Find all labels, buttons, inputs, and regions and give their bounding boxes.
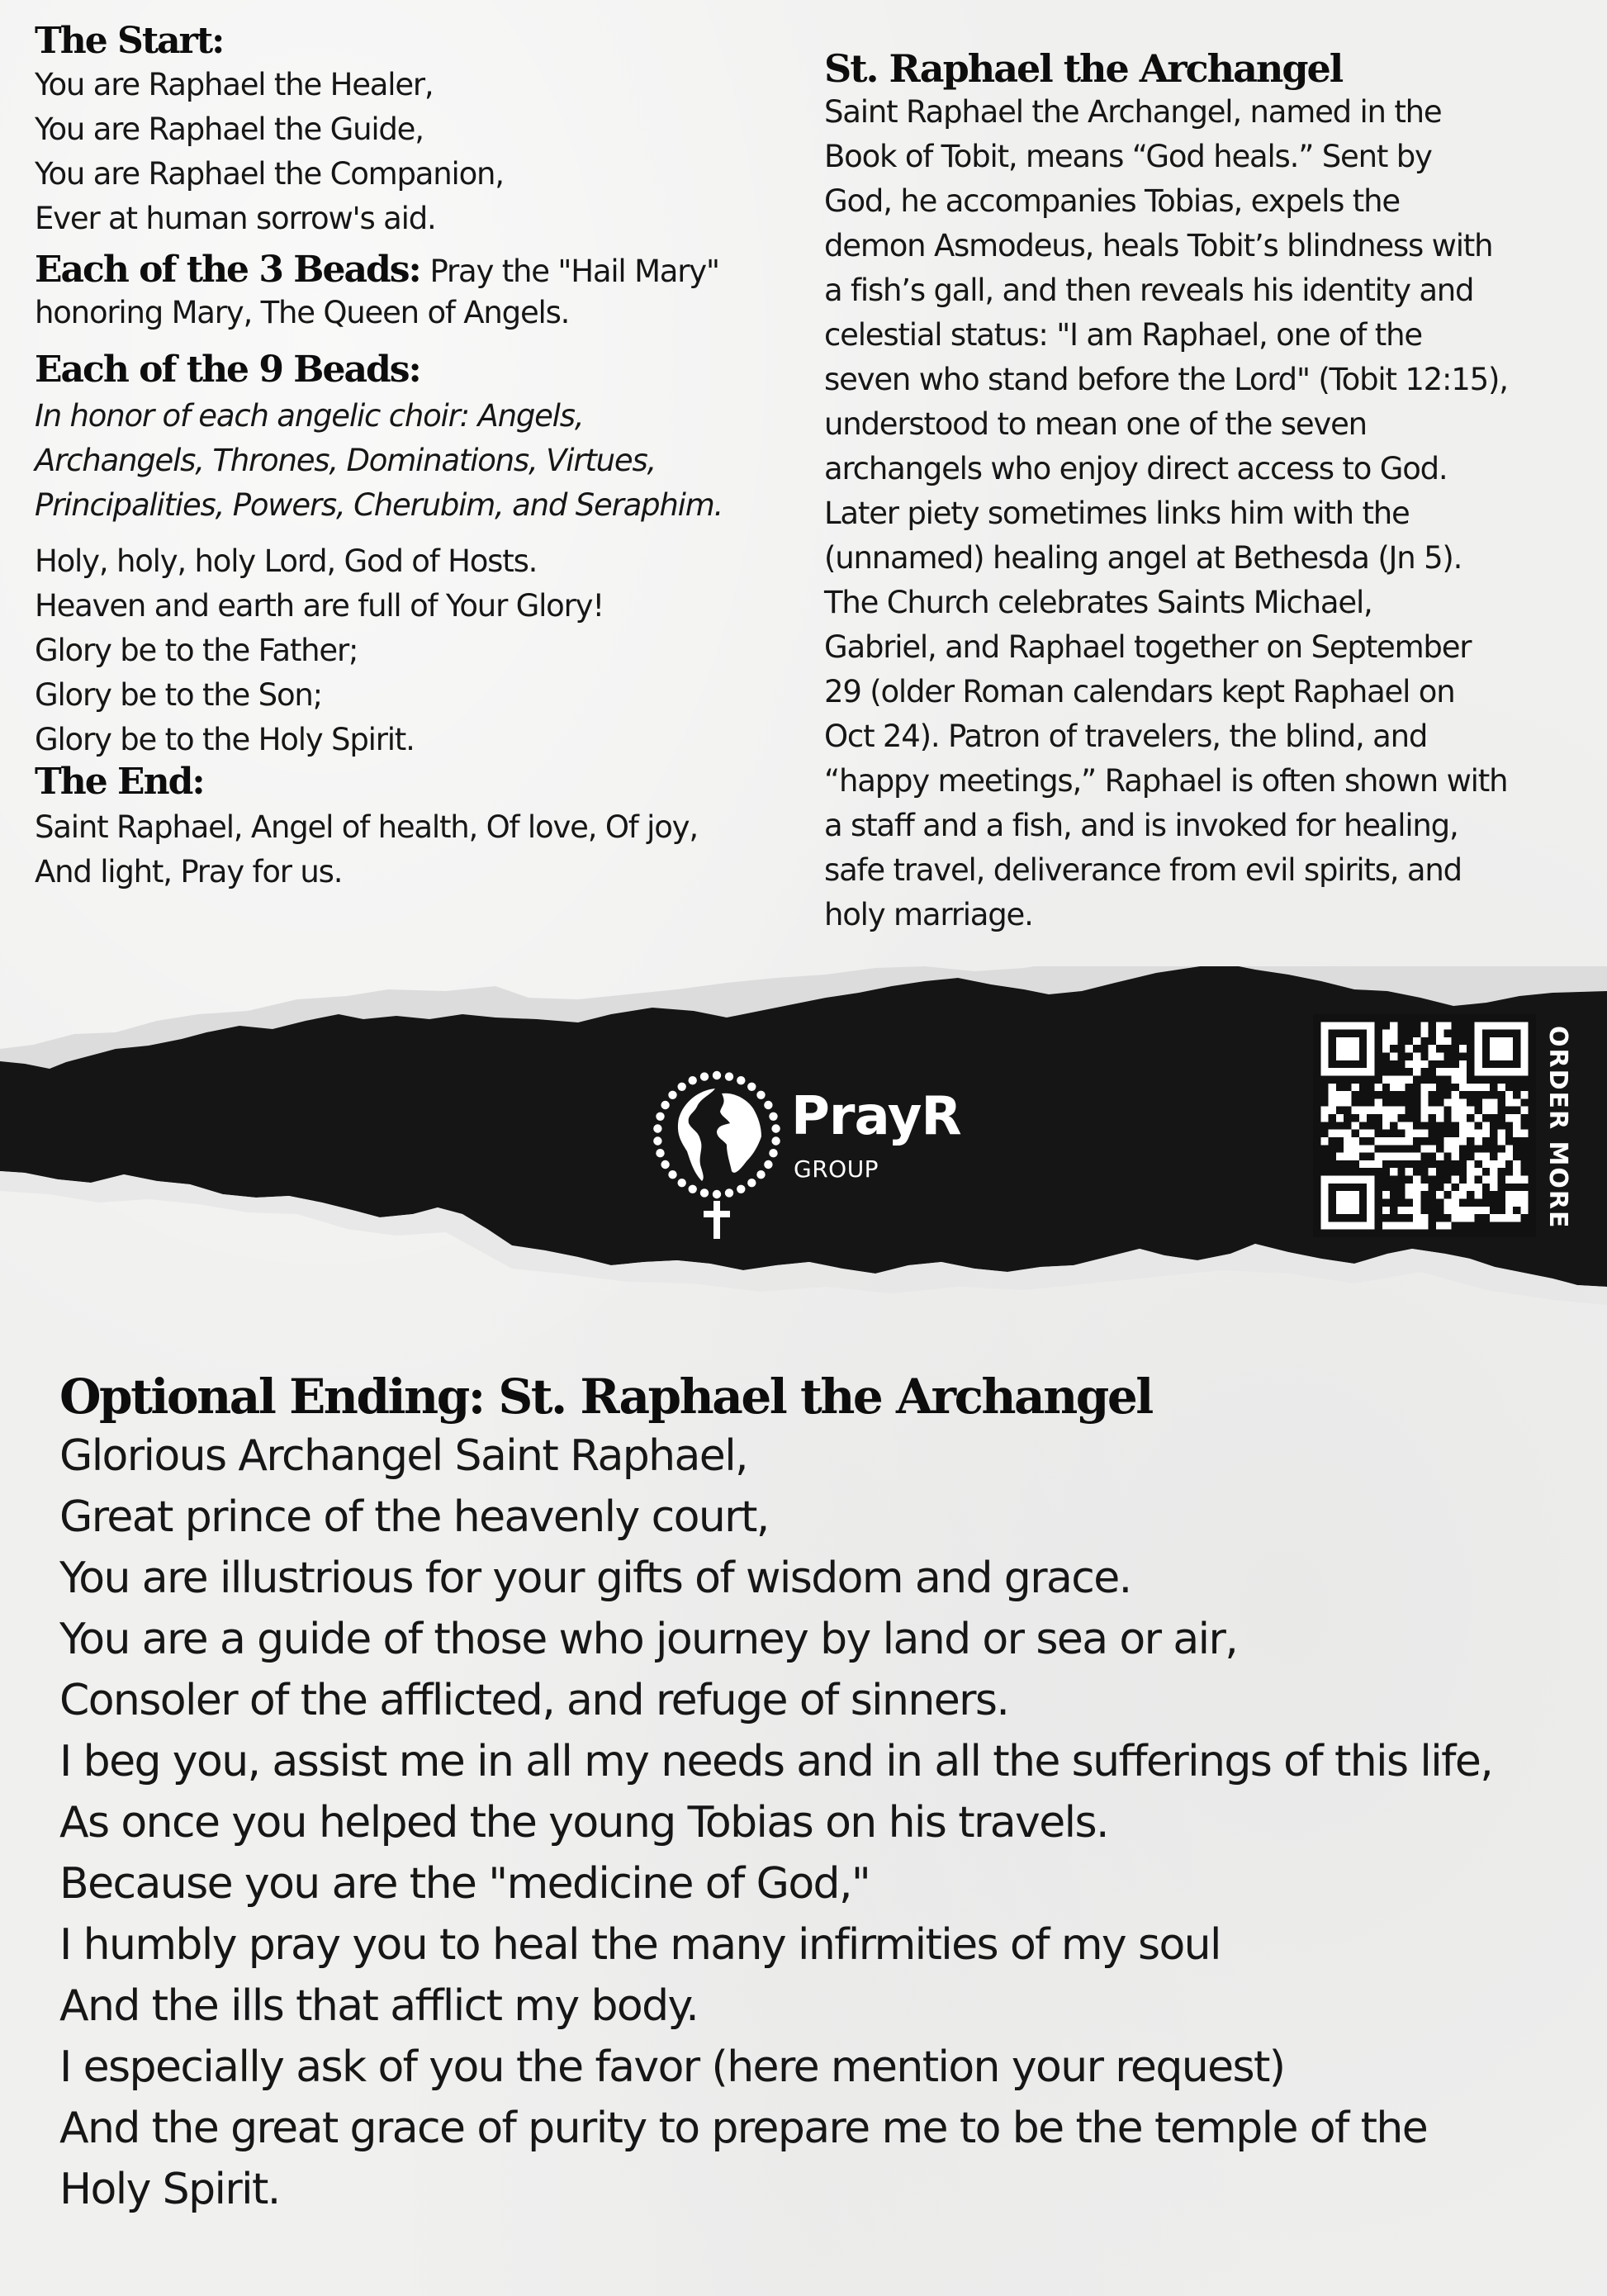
- rosary-bead: [713, 1071, 721, 1079]
- qr-code-icon: [1313, 1014, 1536, 1237]
- bio-line: “happy meetings,” Raphael is often shown with: [824, 762, 1508, 799]
- rosary-bead: [653, 1136, 661, 1145]
- left-column: [35, 21, 794, 894]
- nine-beads-instruction: [35, 394, 794, 528]
- globe-rosary-cross-icon: [651, 1069, 783, 1242]
- rosary-bead: [678, 1179, 686, 1187]
- right-column: [824, 48, 1584, 937]
- instruction-line: Archangels, Thrones, Dominations, Virtues,: [35, 442, 657, 478]
- prayer-line: I beg you, assist me in all my needs and in all the sufferings of this life,: [59, 1736, 1493, 1786]
- rosary-bead: [764, 1101, 772, 1109]
- nine-beads-prayer: [35, 539, 794, 762]
- rosary-bead: [700, 1188, 709, 1197]
- logo-subtitle: GROUP: [794, 1155, 879, 1183]
- bio-line: archangels who enjoy direct access to God.: [824, 450, 1448, 486]
- bio-line: Oct 24). Patron of travelers, the blind, and: [824, 718, 1428, 754]
- prayer-line: Glory be to the Holy Spirit.: [35, 721, 415, 757]
- rosary-bead: [700, 1072, 709, 1080]
- prayer-line: You are a guide of those who journey by land or sea or air,: [59, 1614, 1238, 1664]
- rosary-bead: [653, 1124, 661, 1132]
- bio-line: demon Asmodeus, heals Tobit’s blindness with: [824, 227, 1493, 263]
- bio-line: celestial status: "I am Raphael, one of the: [824, 316, 1422, 353]
- optional-ending-prayer: [59, 1426, 1595, 2220]
- heading-3-beads: Each of the 3 Beads:: [35, 249, 420, 292]
- rosary-bead: [725, 1188, 733, 1197]
- bio-line: understood to mean one of the seven: [824, 406, 1367, 442]
- prayer-line: Great prince of the heavenly court,: [59, 1492, 769, 1542]
- rosary-bead: [661, 1101, 669, 1109]
- prayer-line: Because you are the "medicine of God,": [59, 1858, 870, 1909]
- prayer-line: And the great grace of purity to prepare me to be the temple of the: [59, 2103, 1428, 2153]
- rosary-bead: [668, 1091, 676, 1099]
- bio-line: God, he accompanies Tobias, expels the: [824, 183, 1400, 219]
- order-more-qr-code[interactable]: [1313, 1014, 1536, 1237]
- section-the-end: [35, 762, 794, 894]
- bio-line: Gabriel, and Raphael together on September: [824, 629, 1472, 665]
- prayer-line: And light, Pray for us.: [35, 854, 343, 890]
- prayer-line: Holy Spirit.: [59, 2164, 280, 2214]
- prayer-line: Consoler of the afflicted, and refuge of sinners.: [59, 1675, 1009, 1725]
- end-prayer-lines: [35, 805, 794, 894]
- prayer-line: Glorious Archangel Saint Raphael,: [59, 1430, 747, 1481]
- rosary-bead: [656, 1149, 664, 1157]
- bio-line: a fish’s gall, and then reveals his identity and: [824, 272, 1474, 308]
- rosary-bead: [725, 1072, 733, 1080]
- rosary-bead: [756, 1091, 765, 1099]
- prayer-line: I especially ask of you the favor (here mention your request): [59, 2042, 1285, 2092]
- bio-line: Book of Tobit, means “God heals.” Sent by: [824, 138, 1432, 174]
- heading-st-raphael: St. Raphael the Archangel: [824, 46, 1343, 91]
- section-3-beads: [35, 249, 794, 332]
- heading-optional-ending: Optional Ending: St. Raphael the Archangel: [59, 1369, 1152, 1425]
- prayer-line: Glory be to the Father;: [35, 632, 358, 668]
- prayer-line: Heaven and earth are full of Your Glory!: [35, 587, 604, 624]
- rosary-bead: [747, 1179, 756, 1187]
- prayer-line: You are Raphael the Guide,: [35, 111, 424, 148]
- bio-line: (unnamed) healing angel at Bethesda (Jn 5).: [824, 539, 1462, 576]
- rosary-bead: [713, 1190, 721, 1198]
- rosary-bead: [771, 1136, 780, 1145]
- rosary-bead: [689, 1076, 697, 1084]
- prayer-line: As once you helped the young Tobias on his travels.: [59, 1797, 1108, 1848]
- rosary-bead: [737, 1185, 745, 1193]
- heading-the-start: The Start:: [35, 20, 224, 62]
- bio-line: holy marriage.: [824, 896, 1033, 932]
- prayer-line: You are illustrious for your gifts of wisdom and grace.: [59, 1553, 1131, 1603]
- bio-line: 29 (older Roman calendars kept Raphael on: [824, 673, 1455, 709]
- bio-line: Saint Raphael the Archangel, named in the: [824, 93, 1442, 130]
- prayer-line: Glory be to the Son;: [35, 676, 322, 713]
- rosary-bead: [678, 1083, 686, 1091]
- prayer-line: Saint Raphael, Angel of health, Of love, Of joy,: [35, 809, 698, 846]
- bio-line: Later piety sometimes links him with the: [824, 495, 1410, 531]
- start-prayer-lines: [35, 63, 794, 241]
- rosary-bead: [771, 1124, 780, 1132]
- rosary-bead: [747, 1083, 756, 1091]
- rosary-bead: [769, 1112, 777, 1121]
- rosary-bead: [689, 1185, 697, 1193]
- prayer-line: You are Raphael the Companion,: [35, 156, 504, 192]
- bio-line: a staff and a fish, and is invoked for healing,: [824, 807, 1458, 843]
- prayer-line: You are Raphael the Healer,: [35, 67, 434, 103]
- rosary-bead: [668, 1170, 676, 1179]
- prayer-line: And the ills that afflict my body.: [59, 1981, 699, 2031]
- rosary-bead: [656, 1112, 664, 1121]
- st-raphael-bio: [824, 90, 1584, 937]
- section-9-beads: [35, 350, 794, 761]
- three-beads-text-line2: honoring Mary, The Queen of Angels.: [35, 295, 570, 331]
- order-more-label[interactable]: ORDER MORE: [1543, 1025, 1572, 1230]
- rosary-bead: [661, 1160, 669, 1169]
- instruction-line: In honor of each angelic choir: Angels,: [35, 397, 584, 434]
- rosary-bead: [769, 1149, 777, 1157]
- rosary-bead: [764, 1160, 772, 1169]
- prayer-line: I humbly pray you to heal the many infirmities of my soul: [59, 1919, 1221, 1970]
- logo-name: PrayR: [791, 1086, 961, 1147]
- heading-the-end: The End:: [35, 760, 204, 803]
- bio-line: seven who stand before the Lord" (Tobit 12:15),: [824, 361, 1508, 397]
- bio-line: The Church celebrates Saints Michael,: [824, 584, 1372, 620]
- optional-ending-section: [59, 1371, 1595, 2220]
- three-beads-text: Pray the "Hail Mary": [429, 254, 719, 290]
- rosary-bead: [756, 1170, 765, 1179]
- prayer-line: Holy, holy, holy Lord, God of Hosts.: [35, 543, 538, 579]
- rosary-bead: [737, 1076, 745, 1084]
- three-beads-row: [35, 249, 794, 294]
- prayr-group-logo: [651, 1069, 998, 1242]
- heading-9-beads: Each of the 9 Beads:: [35, 349, 420, 391]
- bio-line: safe travel, deliverance from evil spirits, and: [824, 852, 1462, 888]
- instruction-line: Principalities, Powers, Cherubim, and Seraphim.: [35, 486, 723, 523]
- prayer-line: Ever at human sorrow's aid.: [35, 201, 436, 237]
- section-the-start: [35, 21, 794, 241]
